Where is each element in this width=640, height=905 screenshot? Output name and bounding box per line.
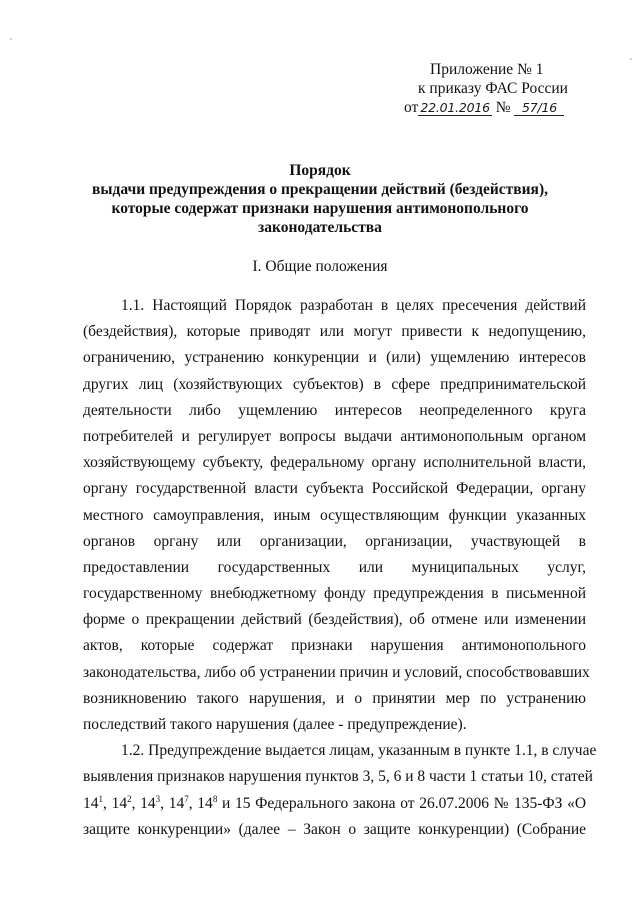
paragraph-line: возникновению такого нарушения, и о принятии мер по устранению <box>83 689 586 707</box>
date-prefix: от <box>404 99 419 116</box>
paragraph-line: защите конкуренции» (далее – Закон о защите конкуренции) (Собрание <box>83 820 586 838</box>
paragraph-line: потребителей и регулирует вопросы выдачи антимонопольным органом <box>83 427 586 445</box>
paragraph-line: 1.2. Предупреждение выдается лицам, указанным в пункте 1.1, в случае <box>121 742 597 760</box>
handwritten-number: 57/16 <box>514 101 564 116</box>
superscript: 8 <box>212 793 218 804</box>
superscript: 1 <box>98 793 103 804</box>
paragraph-line: 1.1. Настоящий Порядок разработан в целях пресечения действий <box>121 297 586 314</box>
paragraph-line: деятельности либо ущемлению интересов неопределенного круга <box>83 401 586 419</box>
superscript: 2 <box>127 793 132 804</box>
document-title <box>0 161 640 237</box>
paragraph-line: органов органу или организации, организации, участвующей в <box>83 532 586 550</box>
paragraph-line: выявления признаков нарушения пунктов 3, 5, 6 и 8 части 1 статьи 10, статей <box>83 768 593 786</box>
paragraph-line: (бездействия), которые приводят или могут привести к недопущению, <box>83 323 586 341</box>
paragraph-line: государственному внебюджетному фонду предупреждения в письменной <box>83 585 586 603</box>
title-line: законодательства <box>258 219 382 236</box>
scan-speck <box>630 58 632 60</box>
section-heading: I. Общие положения <box>252 258 388 275</box>
paragraph-line: ограничению, устранению конкуренции и (или) ущемлению интересов <box>83 349 586 367</box>
title-line: которые содержат признаки нарушения антимонопольного <box>111 200 529 217</box>
appendix-number: Приложение № 1 <box>430 61 544 78</box>
article-number: 14 <box>83 794 99 812</box>
article-number: , 14 <box>160 794 185 812</box>
paragraph-line: актов, которые содержат признаки нарушения антимонопольного <box>83 637 586 655</box>
article-number: , 14 <box>188 794 213 812</box>
paragraph-line: последствий такого нарушения (далее - предупреждение). <box>83 716 467 733</box>
appendix-block <box>404 60 604 117</box>
article-number: , 14 <box>103 794 128 812</box>
paragraph-line-with-superscripts <box>83 791 586 817</box>
handwritten-date: 22.01.2016 <box>420 100 490 115</box>
body-text <box>83 293 597 843</box>
paragraph-line: предоставлении государственных или муниципальных услуг, <box>83 558 586 576</box>
paragraph-line: законодательства, либо об устранении причин и условий, способствовавших <box>83 663 590 681</box>
superscript: 7 <box>184 793 189 804</box>
paragraph-line: хозяйствующему субъекту, федеральному органу исполнительной власти, <box>83 454 586 472</box>
number-prefix: № <box>495 99 511 116</box>
title-line: выдачи предупреждения о прекращении действий (бездействия), <box>92 181 548 198</box>
article-number: , 14 <box>131 794 156 812</box>
title-line: Порядок <box>289 162 351 179</box>
paragraph-line: местного самоуправления, иным осуществляющим функции указанных <box>83 506 586 524</box>
scan-speck <box>10 38 12 40</box>
law-reference: и 15 Федерального закона от 26.07.2006 № 135-ФЗ «О <box>217 794 587 812</box>
appendix-date-line <box>404 98 604 117</box>
paragraph-line: других лиц (хозяйствующих субъектов) в сфере предпринимательской <box>83 375 586 393</box>
superscript: 3 <box>155 793 161 804</box>
paragraph-line: форме о прекращении действий (бездействия), об отмене или изменении <box>83 611 586 629</box>
paragraph-line: органу государственной власти субъекта Российской Федерации, органу <box>83 480 586 498</box>
appendix-order: к приказу ФАС России <box>418 80 568 97</box>
